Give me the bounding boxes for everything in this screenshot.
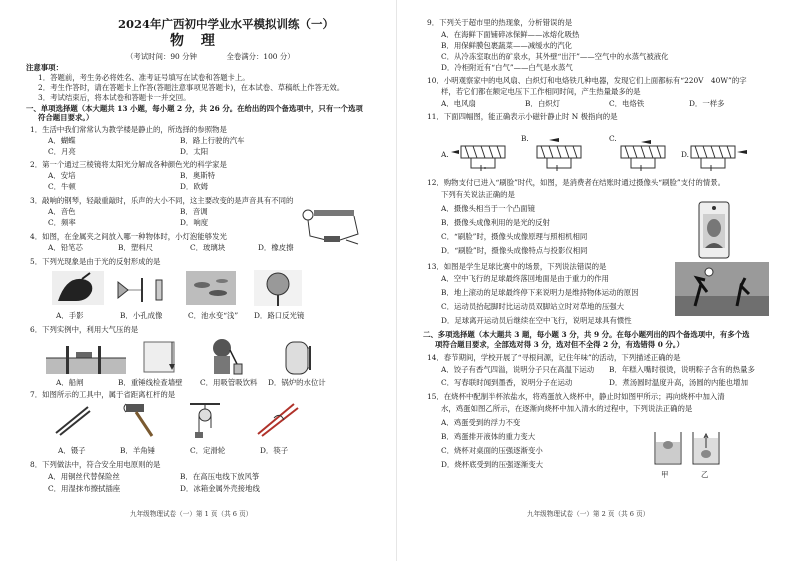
q7-option-b: B．羊角锤 — [120, 446, 155, 455]
figure-label-yi: 乙 — [701, 470, 709, 479]
q2-option-c: C．牛顿 — [48, 182, 76, 191]
beaker-egg-icon — [649, 428, 729, 468]
q5-option-b: B．小孔成像 — [120, 311, 163, 320]
q10-option-c: C．电烙铁 — [609, 99, 645, 108]
q3-option-c: C．频率 — [48, 218, 76, 227]
plumb-line-icon — [138, 340, 188, 374]
question-10-stem-cont: 样，若它们都在额定电压下工作相同时间，产生热量最多的是 — [441, 87, 641, 96]
q13-option-c: C．运动员抬起脚时比运动员双脚站立时对草地的压强大 — [441, 302, 625, 311]
circuit-board-icon — [296, 206, 366, 246]
q10-option-b: B．白炽灯 — [525, 99, 560, 108]
question-14-stem: 14．春节期间，学校开展了“寻根问源，记住年味”的活动，下列描述正确的是 — [427, 353, 681, 362]
section1-title-cont: 符合题目要求。） — [38, 113, 94, 122]
q10-option-d: D．一样多 — [689, 99, 725, 108]
q1-option-a: A．蝴蝶 — [48, 136, 76, 145]
question-11-stem: 11．下面四幅图，能正确表示小磁针静止时 N 极指向的是 — [427, 112, 618, 121]
page-footer: 九年级物理试卷（一）第 2 页（共 6 页） — [527, 510, 650, 518]
section2-title: 二、多项选择题（本大题共 3 题，每小题 3 分，共 9 分。在每小题列出的四个备选项中，有多个选 — [423, 330, 750, 339]
pond-fish-icon — [186, 271, 236, 305]
convex-mirror-icon — [254, 270, 302, 306]
solenoid-compass-icon — [451, 136, 751, 174]
note-item: 2．考生作答时，请在答题卡上作答(答题注意事项见答题卡)，在本试卷、草稿纸上作答无效。 — [38, 83, 345, 92]
q3-option-d: D．响度 — [180, 218, 209, 227]
q2-option-d: D．欧姆 — [180, 182, 209, 191]
question-12-stem-cont: 下列有关说法正确的是 — [441, 190, 515, 199]
q15-option-d: D．烧杯底受到的压强逐渐变大 — [441, 460, 544, 469]
question-15-stem-cont: 水，鸡蛋如图乙所示，在逐渐向烧杯中加入清水的过程中，下列说法正确的是 — [441, 404, 693, 413]
tweezers-icon — [52, 403, 94, 437]
q12-option-c: C．“刷脸”时，摄像头成像原理与照相机相同 — [441, 232, 588, 241]
q14-option-c: C．写春联时闻到墨香，说明分子在运动 — [441, 378, 573, 387]
question-2-stem: 2．第一个通过三棱镜将太阳光分解成各种颜色光的科学家是 — [30, 160, 227, 169]
question-5-stem: 5．下列光现象是由于光的反射形成的是 — [30, 257, 161, 266]
question-3-stem: 3．敲响的钢琴，轻敲重敲时，乐声的大小不同，这主要改变的是声音具有不同的 — [30, 196, 294, 205]
question-6-stem: 6．下列实例中，利用大气压的是 — [30, 325, 139, 334]
q6-option-b: B．重锤线检查墙壁 — [118, 378, 183, 387]
q7-option-c: C．定滑轮 — [190, 446, 226, 455]
q12-option-b: B．摄像头成像利用的是光的反射 — [441, 218, 550, 227]
hand-shadow-icon — [52, 271, 104, 305]
q5-option-d: D．路口反光镜 — [254, 311, 305, 320]
q6-option-d: D．锅炉的水位计 — [268, 378, 326, 387]
boiler-gauge-icon — [280, 336, 316, 376]
q1-option-d: D．太阳 — [180, 147, 209, 156]
q9-option-a: A．在海鲜下面铺碎冰保鲜——冰熔化吸热 — [441, 30, 580, 39]
q4-option-c: C．玻璃块 — [190, 243, 226, 252]
question-9-stem: 9．下列关于超市里的热现象，分析错误的是 — [427, 18, 573, 27]
question-15-stem: 15．在烧杯中配制半杯浓盐水，将鸡蛋放入烧杯中，静止时如图甲所示；再向烧杯中加入清 — [427, 392, 725, 401]
q4-option-a: A．铅笔芯 — [48, 243, 83, 252]
q9-option-c: C．从冷冻室取出的矿泉水，其外壁“出汗”——空气中的水蒸气被液化 — [441, 52, 669, 61]
pinhole-camera-icon — [114, 274, 170, 304]
q8-option-b: B．在高压电线下放风筝 — [180, 472, 260, 481]
q6-option-c: C．用吸管吸饮料 — [200, 378, 258, 387]
q7-option-d: D．筷子 — [260, 446, 289, 455]
q11-option-b: B. — [521, 134, 529, 143]
question-13-stem: 13．如图是学生足球比赛中的场景，下列说法错误的是 — [427, 262, 607, 271]
question-7-stem: 7．如图所示的工具中，属于省距离杠杆的是 — [30, 390, 176, 399]
exam-page-2 — [397, 0, 794, 561]
fixed-pulley-icon — [190, 402, 220, 438]
q6-option-a: A．船闸 — [56, 378, 84, 387]
q8-option-d: D．冰箱金属外壳接地线 — [180, 484, 260, 493]
ship-lock-icon — [46, 340, 126, 374]
q13-option-d: D．足球离开运动员后继续在空中飞行，说明足球具有惯性 — [441, 316, 632, 325]
q5-option-a: A．手影 — [56, 311, 84, 320]
q14-option-b: B．年糕入嘴时很烫，说明粽子含有的热量多 — [609, 365, 755, 374]
section1-title: 一、单项选择题（本大题共 13 小题，每小题 2 分，共 26 分。在给出的四个备选项中，只有一个选项 — [26, 104, 363, 113]
subject-title: 物 理 — [170, 33, 221, 49]
q3-option-a: A．音色 — [48, 207, 76, 216]
q10-option-a: A．电风扇 — [441, 99, 476, 108]
q8-option-a: A．用铜丝代替保险丝 — [48, 472, 120, 481]
q13-option-a: A．空中飞行的足球最终落回地面是由于重力的作用 — [441, 274, 609, 283]
q4-option-b: B．塑料尺 — [118, 243, 153, 252]
q1-option-b: B．路上行驶的汽车 — [180, 136, 245, 145]
notes-label: 注意事项： — [26, 63, 63, 72]
q15-option-a: A．鸡蛋受到的浮力不变 — [441, 418, 521, 427]
drinking-straw-icon — [204, 336, 244, 376]
time-info: （考试时间：90 分钟 全卷满分：100 分） — [126, 52, 295, 61]
q8-option-c: C．用湿抹布擦拭插座 — [48, 484, 121, 493]
q4-option-d: D．橡皮擦 — [258, 243, 294, 252]
q11-option-d: D. — [681, 150, 690, 159]
chopsticks-icon — [254, 398, 300, 438]
q15-option-b: B．鸡蛋排开液体的重力变大 — [441, 432, 536, 441]
q9-option-d: D．冷柜附近有“白气”——白气是水蒸气 — [441, 63, 573, 72]
q3-option-b: B．音调 — [180, 207, 208, 216]
q14-option-a: A．饺子有香气四溢，说明分子只在高温下运动 — [441, 365, 595, 374]
q15-option-c: C．烧杯对桌面的压强逐渐变小 — [441, 446, 543, 455]
q2-option-b: B．奥斯特 — [180, 171, 215, 180]
q11-option-c: C. — [609, 134, 617, 143]
q13-option-b: B．地上滚动的足球最终停下来说明力是维持物体运动的原因 — [441, 288, 639, 297]
q1-option-c: C．月亮 — [48, 147, 76, 156]
q2-option-a: A．安培 — [48, 171, 76, 180]
q5-option-c: C．池水变“浅” — [188, 311, 239, 320]
figure-label-jia: 甲 — [661, 470, 669, 479]
q7-option-a: A．镊子 — [58, 446, 86, 455]
claw-hammer-icon — [122, 400, 164, 438]
question-12-stem: 12．购物支付已进入“刷脸”时代，如图，是消费者在结账时通过摄像头“刷脸”支付的情景。 — [427, 178, 725, 187]
q12-option-a: A．摄像头相当于一个凸面镜 — [441, 204, 536, 213]
exam-title: 2024年广西初中学业水平模拟训练（一） — [118, 17, 335, 31]
note-item: 3．考试结束后，将本试卷和答题卡一并交回。 — [38, 93, 191, 102]
question-8-stem: 8．下列做法中，符合安全用电原则的是 — [30, 460, 161, 469]
q11-option-a: A. — [441, 150, 449, 159]
note-item: 1．答题前，考生务必将姓名、准考证号填写在试卷和答题卡上。 — [38, 73, 250, 82]
face-pay-terminal-icon — [697, 200, 731, 260]
section2-title-cont: 项符合题目要求，全部选对得 3 分，选对但不全得 2 分，有选错得 0 分。） — [435, 340, 684, 349]
question-4-stem: 4．如图，在金属夹之间放入哪一种物体时，小灯泡能够发光 — [30, 232, 227, 241]
page-footer: 九年级物理试卷（一）第 1 页（共 6 页） — [130, 510, 253, 518]
question-10-stem: 10．小明观察家中的电风扇、白炽灯和电烙铁几种电器，发现它们上面都标有“220V 40W”的字 — [427, 76, 747, 85]
q9-option-b: B．用保鲜膜包裹蔬菜——减缓水的汽化 — [441, 41, 573, 50]
football-match-icon — [675, 262, 769, 316]
q14-option-d: D．煮汤圆时温度升高，汤圆的内能也增加 — [609, 378, 748, 387]
q12-option-d: D．“刷脸”时，摄像头成像特点与投影仪相同 — [441, 246, 588, 255]
question-1-stem: 1．生活中我们常常认为教学楼是静止的，所选择的参照物是 — [30, 125, 227, 134]
